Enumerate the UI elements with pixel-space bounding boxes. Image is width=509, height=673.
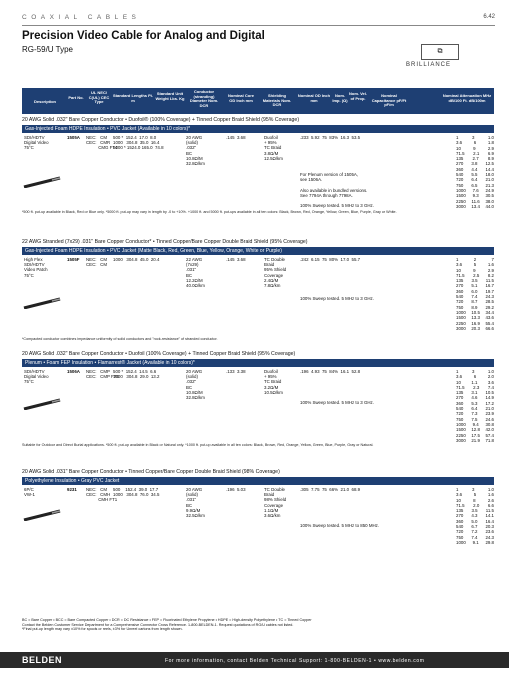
section-1-bar: Gas-Injected Foam HDPE Insulation • PVC Jacket (Available in 10 colors)* xyxy=(22,125,494,133)
section-2-types: NEC: CM CEC: CM xyxy=(86,257,107,268)
attenuation-cell: 720 xyxy=(456,529,464,535)
attenuation-cell: 5.3 xyxy=(471,400,478,406)
section-2-notes: *Compacted conductor combines impedance uniformity of solid conductors and "rock-resistance" of stranded conductor. xyxy=(22,337,218,341)
attenuation-cell: 23.6 xyxy=(485,529,494,535)
section-4-types: NEC: CM CEC: CMH CMH FT1 xyxy=(86,487,118,503)
attenuation-cell: 21.0 xyxy=(485,177,494,183)
attenuation-cell: 9.1 xyxy=(472,539,479,545)
page-subtitle: RG-59/U Type xyxy=(22,45,73,54)
attenuation-cell: 8.7 xyxy=(471,299,478,305)
section-3-lengths: 500 * 152.4 14.5 6.6 1000 304.8 29.0 13.2 xyxy=(113,369,160,380)
attenuation-cell: 16.7 xyxy=(485,283,494,289)
attenuation-cell: 14.1 xyxy=(485,513,494,519)
section-2-heading: 22 AWG Stranded (7x29) .031" Bare Copper Conductor* • Tinned Copper/Bare Copper Double Braid Shield (95% Coverage) xyxy=(22,239,308,245)
section-3-bar: Plenum • Foam FEP Insulation • Flamarrest® Jacket (Available in 10 colors)* xyxy=(22,359,494,367)
attenuation-cell: 135 xyxy=(456,390,464,396)
section-2-cable-image xyxy=(22,297,62,309)
col-capacitance: Nominal Capacitance pF/Ft pF/m xyxy=(371,93,407,107)
attenuation-cell: 135 xyxy=(456,508,464,514)
section-3-core: .133 3.38 xyxy=(226,369,246,374)
attenuation-cell: 1000 xyxy=(456,187,466,193)
attenuation-cell: 57.4 xyxy=(485,432,494,438)
brilliance-logo: ⧉ xyxy=(421,44,459,60)
attenuation-cell: 11.5 xyxy=(485,278,494,284)
attenuation-cell: 13.4 xyxy=(471,203,480,209)
attenuation-cell: 7.3 xyxy=(471,411,478,417)
attenuation-cell: 1.0 xyxy=(487,135,494,140)
attenuation-cell: 9 xyxy=(473,145,476,151)
attenuation-cell: 44.0 xyxy=(485,203,494,209)
attenuation-cell: 4.3 xyxy=(471,513,478,519)
attenuation-cell: 6.6 xyxy=(487,502,494,508)
attenuation-cell: 71.5 xyxy=(456,272,465,278)
attenuation-cell: 720 xyxy=(456,411,464,417)
section-3-notes: Suitable for Outdoor and Direct Burial applications. *500 ft. put-up available in Black or Natural only. *1000 ft. put-up available in all ten colors: Black, Brown, Red, Orange, Yellow, Green, Blue, Purple, Gray or Natural. xyxy=(22,443,374,447)
attenuation-cell: 55.4 xyxy=(485,320,494,326)
attenuation-cell: 8.9 xyxy=(471,304,478,310)
attenuation-cell: 3 xyxy=(471,135,475,140)
col-lengths: Standard Lengths Ft. m xyxy=(113,93,153,103)
section-4-part: 9231 xyxy=(67,487,77,492)
attenuation-cell: 360 xyxy=(456,288,464,294)
attenuation-cell: 2.0 xyxy=(487,374,494,380)
top-rule xyxy=(22,25,495,26)
section-3-cable-image xyxy=(22,398,62,410)
attenuation-cell: 3.5 xyxy=(471,508,478,514)
section-2-core: .145 3.68 xyxy=(226,257,246,262)
col-weight: Standard Unit Weight Lbs. Kg xyxy=(155,91,185,101)
section-4-extra: 100% Sweep tested. 5 MHz to 850 MHz. xyxy=(300,523,380,528)
attenuation-cell: 1 xyxy=(456,369,459,374)
section-3-types: NEC: CMP CEC: CMP FT6 xyxy=(86,369,119,380)
attenuation-cell: 6.7 xyxy=(471,524,478,530)
attenuation-cell: 6 xyxy=(473,140,477,146)
attenuation-cell: 24.9 xyxy=(485,187,494,193)
attenuation-cell: 7 xyxy=(491,257,494,262)
attenuation-cell: 750 xyxy=(456,534,464,540)
attenuation-cell: 1.0 xyxy=(487,369,494,374)
attenuation-cell: 42.0 xyxy=(485,427,494,433)
section-4-lengths: 500 152.4 39.0 17.7 1000 304.8 76.0 34.5 xyxy=(113,487,160,498)
attenuation-cell: 10 xyxy=(456,145,461,151)
section-1-core: .145 3.68 xyxy=(226,135,246,140)
attenuation-cell: 14.4 xyxy=(485,166,494,172)
attenuation-cell: 2.5 xyxy=(473,272,480,278)
page-title: Precision Video Cable for Analog and Digital xyxy=(22,30,265,42)
attenuation-cell: 10 xyxy=(456,267,461,273)
attenuation-cell: 1.6 xyxy=(487,492,494,498)
attenuation-cell: 540 xyxy=(456,172,464,178)
section-1-heading: 20 AWG Solid .032" Bare Copper Conductor • Duofoil® (100% Coverage) + Tinned Copper Braid Shield (95% Coverage) xyxy=(22,117,300,123)
attenuation-cell: 3000 xyxy=(456,437,466,443)
attenuation-cell: 5.0 xyxy=(471,518,478,524)
attenuation-cell: 14.9 xyxy=(485,395,494,401)
attenuation-cell: 3000 xyxy=(456,203,466,209)
attenuation-cell: 360 xyxy=(456,166,464,172)
attenuation-cell: 2.6 xyxy=(487,497,494,503)
attenuation-cell: 6.4 xyxy=(471,406,478,412)
col-part-no: Part No. xyxy=(68,95,84,100)
col-vel: Nom. Vel. of Prop. xyxy=(349,91,368,101)
attenuation-cell: 17.5 xyxy=(471,432,480,438)
column-header-bar xyxy=(22,88,494,114)
attenuation-cell: 5 xyxy=(473,492,477,498)
attenuation-cell: 1.8 xyxy=(487,140,494,146)
attenuation-cell: 4.6 xyxy=(471,395,478,401)
attenuation-cell: 3.6 xyxy=(456,140,463,146)
attenuation-cell: 1000 xyxy=(456,309,466,315)
attenuation-cell: 3 xyxy=(471,369,475,374)
attenuation-cell: 5.1 xyxy=(471,283,478,289)
attenuation-cell: 8.9 xyxy=(487,156,494,162)
section-1-shield: Duofoil + 95% TC Braid 3.8Ω/M 12.5Ω/km xyxy=(264,135,283,161)
belden-logo: BELDEN xyxy=(22,655,63,665)
section-3-desc: SDI/HDTV Digital Video 75°C xyxy=(24,369,49,385)
attenuation-cell: 1.1 xyxy=(471,379,478,385)
section-4-core: .196 5.03 xyxy=(226,487,246,492)
attenuation-row xyxy=(456,438,494,443)
attenuation-cell: 71.5 xyxy=(456,502,465,508)
attenuation-cell: 270 xyxy=(456,395,464,401)
attenuation-row xyxy=(456,326,494,331)
section-2-attenuation xyxy=(456,257,494,331)
attenuation-cell: 24.3 xyxy=(485,534,494,540)
attenuation-cell: 1000 xyxy=(456,539,466,545)
attenuation-cell: 29.2 xyxy=(485,304,494,310)
attenuation-cell: 750 xyxy=(456,182,464,188)
attenuation-cell: 12.8 xyxy=(471,427,480,433)
section-2-bar: Gas-Injected Foam HDPE Insulation • PVC Jacket (Matte Black, Red, Green, Blue, Yellow, Orange, White or Purple) xyxy=(22,247,494,255)
category-band: COAXIAL CABLES xyxy=(22,14,141,21)
section-1-conductor: 20 AWG (solid) .032" BC 10.8Ω/M 32.8Ω/km xyxy=(186,135,205,167)
section-3-heading: 20 AWG Solid .032" Bare Copper Conductor • Duofoil (100% Coverage) + Tinned Copper Braid Shield (95% Coverage) xyxy=(22,351,296,357)
footer-contact: For more information, contact Belden Technical Support: 1-800-BELDEN-1 • www.belden.com xyxy=(165,658,425,664)
section-3-conductor: 20 AWG (solid) .032" BC 10.8Ω/M 32.8Ω/km xyxy=(186,369,205,401)
attenuation-cell: 3000 xyxy=(456,325,466,331)
attenuation-cell: 7.4 xyxy=(471,294,478,300)
attenuation-cell: 2250 xyxy=(456,198,466,204)
attenuation-cell: 43.6 xyxy=(485,315,494,321)
attenuation-row xyxy=(456,540,494,545)
attenuation-cell: 13.3 xyxy=(471,315,480,321)
attenuation-cell: 16.9 xyxy=(471,320,480,326)
attenuation-cell: 1500 xyxy=(456,315,466,321)
attenuation-cell: 270 xyxy=(456,283,464,289)
attenuation-cell: 2.3 xyxy=(473,384,480,390)
attenuation-cell: 21.9 xyxy=(471,437,480,443)
attenuation-cell: 20.3 xyxy=(485,524,494,530)
section-4-cable-image xyxy=(22,509,62,521)
attenuation-cell: 6.9 xyxy=(487,150,494,156)
attenuation-cell: 8.2 xyxy=(487,272,494,278)
attenuation-cell: 2 xyxy=(473,257,477,262)
attenuation-cell: 5 xyxy=(473,262,477,268)
attenuation-cell: 720 xyxy=(456,177,464,183)
attenuation-cell: 3.1 xyxy=(471,390,478,396)
attenuation-cell: 1.0 xyxy=(487,487,494,492)
attenuation-cell: 1.6 xyxy=(487,262,494,268)
section-4-conductor: 20 AWG (solid) .031" BC 9.9Ω/M 32.5Ω/km xyxy=(186,487,205,519)
attenuation-cell: 24.3 xyxy=(485,294,494,300)
attenuation-cell: 6.4 xyxy=(471,177,478,183)
page-number: 6.42 xyxy=(483,14,495,20)
attenuation-cell: 6.5 xyxy=(471,182,478,188)
attenuation-cell: 540 xyxy=(456,524,464,530)
col-conductor: Conductor (stranding) Diameter Nom. DCR xyxy=(189,89,219,108)
attenuation-cell: 12.5 xyxy=(485,161,494,167)
attenuation-cell: 6 xyxy=(473,374,477,380)
attenuation-cell: 7.4 xyxy=(487,384,494,390)
section-3-extra: 100% Sweep tested. 5 MHz to 3 GHz. xyxy=(300,400,374,405)
brilliance-wordmark: BRILLIANCE xyxy=(406,62,452,68)
col-ul-type: UL NEC/ C(UL) CEC Type xyxy=(88,90,110,104)
attenuation-cell: 10 xyxy=(456,497,461,503)
attenuation-cell: 3.8 xyxy=(471,161,478,167)
col-description: Description xyxy=(33,99,56,104)
attenuation-cell: 17.2 xyxy=(485,400,494,406)
attenuation-cell: 7.2 xyxy=(471,529,478,535)
section-1-notes: *500 ft. put-up available in Black, Red or Blue only. *5000 ft. put-up may vary in length by -0 to +10%. +1000 ft. and 5000 ft. put-ups available in all ten colors: Black, Brown, Red, Orange, Yellow, Green, Blue, Purple, Gray or White. xyxy=(22,210,397,214)
abbreviation-legend: BC = Bare Copper • BCC = Bare Compacted Copper • DCR = DC Resistance • FEP = Fluorinated Ethylene Propylene • HDPE = High-density Polyethylene • TC = Tinned Copper Contact the Belden Customer Service Department for a Comprehensive Connector Cross Reference. 1-800-BELDEN-1. Request quotations of RG/U cables not listed. *Final put-up length may vary ±10% for spools or reels, ±3% for Unreel cartons from length shown. xyxy=(22,618,312,632)
attenuation-cell: 24.6 xyxy=(485,416,494,422)
attenuation-cell: 7.4 xyxy=(471,534,478,540)
attenuation-cell: 30.8 xyxy=(485,421,494,427)
attenuation-cell: 8 xyxy=(473,497,476,503)
section-2-lengths: 1000 304.8 45.0 20.4 xyxy=(113,257,160,262)
attenuation-cell: 6.0 xyxy=(471,288,478,294)
attenuation-cell: 1 xyxy=(456,487,459,492)
attenuation-cell: 66.6 xyxy=(485,325,494,331)
section-1-desc: SDI/HDTV Digital Video 75°C xyxy=(24,135,49,151)
attenuation-cell: 2.9 xyxy=(487,267,494,273)
section-2-conductor: 22 AWG (7x29) .031" BC 12.2Ω/M 40.0Ω/km xyxy=(186,257,205,289)
section-2-extra: 100% Sweep tested. 5 MHz to 3 GHz. xyxy=(300,296,374,301)
attenuation-cell: 1 xyxy=(456,257,459,262)
section-2-desc: High Flex SDI/HDTV Video Patch 75°C xyxy=(24,257,48,278)
section-3-part: 1506A xyxy=(67,369,80,374)
section-4-bar: Polyethylene Insulation • Gray PVC Jacket xyxy=(22,477,494,485)
attenuation-cell: 3.6 xyxy=(487,379,494,385)
attenuation-cell: 71.5 xyxy=(456,384,465,390)
attenuation-cell: 2250 xyxy=(456,432,466,438)
attenuation-cell: 34.4 xyxy=(485,309,494,315)
attenuation-cell: 71.8 xyxy=(485,437,494,443)
attenuation-cell: 2250 xyxy=(456,320,466,326)
attenuation-cell: 360 xyxy=(456,518,464,524)
attenuation-cell: 10.5 xyxy=(471,309,480,315)
section-4-desc: 6P/C VW-1 xyxy=(24,487,35,498)
attenuation-cell: 5.5 xyxy=(471,172,478,178)
attenuation-cell: 3.5 xyxy=(471,278,478,284)
attenuation-cell: 4.4 xyxy=(471,166,478,172)
attenuation-cell: 20.3 xyxy=(471,325,480,331)
section-3-od: .196 4.93 75 84% 16.1 52.8 xyxy=(300,369,361,374)
col-od: Nominal OD Inch mm xyxy=(297,93,331,103)
section-1-types: NEC: CM CEC: CMR CMG FT4 xyxy=(86,135,118,151)
attenuation-cell: 21.0 xyxy=(485,406,494,412)
attenuation-cell: 3 xyxy=(471,487,475,492)
attenuation-cell: 750 xyxy=(456,304,464,310)
attenuation-cell: 720 xyxy=(456,299,464,305)
section-4-shield: TC Double Braid 98% Shield Coverage 1.1Ω/M 3.6Ω/km xyxy=(264,487,287,519)
attenuation-cell: 3.6 xyxy=(456,374,463,380)
attenuation-cell: 9.4 xyxy=(472,421,479,427)
attenuation-cell: 135 xyxy=(456,156,464,162)
section-1-cable-image xyxy=(22,176,62,188)
attenuation-cell: 2.0 xyxy=(473,502,480,508)
attenuation-cell: 30.5 xyxy=(485,193,494,199)
attenuation-cell: 7.6 xyxy=(472,187,479,193)
attenuation-cell: 270 xyxy=(456,513,464,519)
attenuation-cell: 1000 xyxy=(456,421,466,427)
attenuation-cell: 11.5 xyxy=(485,508,494,514)
attenuation-cell: 750 xyxy=(456,416,464,422)
section-1-extra: For Plenum version of 1505A, see 1506A. Also available in bundled versions. See 7794A through 7798A. 100% Sweep tested. 5 MHz to 3 GHz. xyxy=(300,172,374,209)
attenuation-cell: 10.5 xyxy=(485,390,494,396)
attenuation-cell: 1500 xyxy=(456,427,466,433)
section-3-shield: Duofoil + 95% TC Braid 3.2Ω/M 10.5Ω/km xyxy=(264,369,283,395)
attenuation-cell: 1 xyxy=(456,135,459,140)
attenuation-cell: 2.9 xyxy=(487,145,494,151)
attenuation-cell: 16.4 xyxy=(485,518,494,524)
attenuation-cell: 29.8 xyxy=(485,539,494,545)
col-core-od: Nominal Core OD Inch mm xyxy=(227,93,254,103)
attenuation-cell: 28.5 xyxy=(485,299,494,305)
attenuation-cell: 1500 xyxy=(456,193,466,199)
attenuation-cell: 19.7 xyxy=(485,288,494,294)
attenuation-row xyxy=(456,204,494,209)
section-2-part: 1505F xyxy=(67,257,80,262)
section-2-shield: TC Double Braid 95% Shield Coverage 2.4Ω/M 7.8Ω/km xyxy=(264,257,287,289)
attenuation-cell: 7.5 xyxy=(471,416,478,422)
section-2-od: .242 6.15 75 80% 17.0 55.7 xyxy=(300,257,361,262)
attenuation-cell: 9.3 xyxy=(472,193,479,199)
section-1-lengths: 500 * 152.4 17.0 8.0 1000 304.8 35.0 16.4 5000 * 1524.0 165.0 74.8 xyxy=(113,135,164,151)
attenuation-cell: 135 xyxy=(456,278,464,284)
section-4-od: .305 7.75 75 66% 21.0 68.9 xyxy=(300,487,361,492)
attenuation-cell: 3.6 xyxy=(456,262,463,268)
section-1-part: 1505A xyxy=(67,135,80,140)
attenuation-cell: 10 xyxy=(456,379,461,385)
col-shield: Shielding Materials Nom. DCR xyxy=(262,93,292,107)
section-1-od: .233 5.92 75 83% 16.3 53.5 xyxy=(300,135,361,140)
attenuation-cell: 3.6 xyxy=(456,492,463,498)
section-1-attenuation xyxy=(456,135,494,209)
attenuation-cell: 360 xyxy=(456,400,464,406)
attenuation-cell: 2.7 xyxy=(472,156,479,162)
attenuation-cell: 38.0 xyxy=(485,198,494,204)
attenuation-cell: 21.3 xyxy=(485,182,494,188)
section-4-attenuation xyxy=(456,487,494,545)
attenuation-cell: 9 xyxy=(473,267,476,273)
section-4-heading: 20 AWG Solid .031" Bare Copper Conductor • Tinned Copper/Bare Copper Double Braid Shield (98% Coverage) xyxy=(22,469,280,475)
attenuation-cell: 540 xyxy=(456,294,464,300)
section-3-attenuation xyxy=(456,369,494,443)
col-attenuation: Nominal Attenuation MHz dB/100 Ft. dB/100m xyxy=(442,93,492,103)
attenuation-cell: 11.6 xyxy=(471,198,480,204)
col-imp: Nom. Imp. (Ω) xyxy=(332,93,348,103)
attenuation-cell: 71.5 xyxy=(456,150,465,156)
attenuation-cell: 18.0 xyxy=(485,172,494,178)
attenuation-cell: 540 xyxy=(456,406,464,412)
attenuation-cell: 23.9 xyxy=(485,411,494,417)
attenuation-cell: 270 xyxy=(456,161,464,167)
attenuation-cell: 2.1 xyxy=(473,150,480,156)
